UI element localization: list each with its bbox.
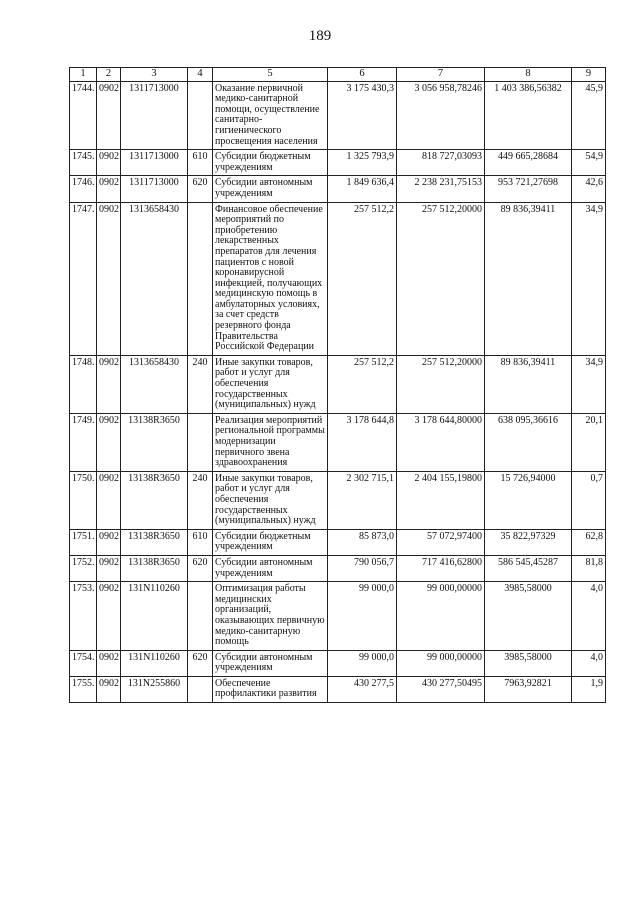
column-header: 9 <box>572 68 606 82</box>
execution-percent: 1,9 <box>572 676 606 702</box>
target-article-code: 1311713000 <box>121 150 188 176</box>
row-number: 1755. <box>70 676 97 702</box>
section-code: 0902 <box>97 150 121 176</box>
planned-amount: 790 056,7 <box>328 555 397 581</box>
execution-percent: 54,9 <box>572 150 606 176</box>
section-code: 0902 <box>97 582 121 651</box>
row-number: 1747. <box>70 202 97 355</box>
table-row <box>70 471 606 529</box>
budget-table <box>69 67 606 703</box>
executed-amount: 3985,58000 <box>485 582 572 651</box>
budget-allocation: 430 277,50495 <box>397 676 485 702</box>
section-code: 0902 <box>97 176 121 202</box>
expense-type-code: 620 <box>188 650 213 676</box>
planned-amount: 1 849 636,4 <box>328 176 397 202</box>
executed-amount: 35 822,97329 <box>485 529 572 555</box>
table-row <box>70 676 606 702</box>
executed-amount: 89 836,39411 <box>485 355 572 413</box>
section-code: 0902 <box>97 676 121 702</box>
executed-amount: 1 403 386,56382 <box>485 81 572 150</box>
section-code: 0902 <box>97 529 121 555</box>
section-code: 0902 <box>97 650 121 676</box>
row-number: 1751. <box>70 529 97 555</box>
column-header: 1 <box>70 68 97 82</box>
execution-percent: 4,0 <box>572 582 606 651</box>
target-article-code: 1311713000 <box>121 81 188 150</box>
budget-allocation: 257 512,20000 <box>397 202 485 355</box>
column-header: 3 <box>121 68 188 82</box>
row-number: 1753. <box>70 582 97 651</box>
executed-amount: 3985,58000 <box>485 650 572 676</box>
section-code: 0902 <box>97 81 121 150</box>
table-row <box>70 555 606 581</box>
table-body <box>70 81 606 702</box>
budget-allocation: 99 000,00000 <box>397 582 485 651</box>
planned-amount: 99 000,0 <box>328 650 397 676</box>
planned-amount: 2 302 715,1 <box>328 471 397 529</box>
executed-amount: 638 095,36616 <box>485 413 572 471</box>
item-name: Иные закупки товаров, работ и услуг для обеспечения государственных (муниципальных) нужд <box>213 471 328 529</box>
row-number: 1748. <box>70 355 97 413</box>
table-row <box>70 355 606 413</box>
item-name: Иные закупки товаров, работ и услуг для обеспечения государственных (муниципальных) нужд <box>213 355 328 413</box>
budget-allocation: 2 404 155,19800 <box>397 471 485 529</box>
column-header: 6 <box>328 68 397 82</box>
budget-allocation: 57 072,97400 <box>397 529 485 555</box>
expense-type-code <box>188 413 213 471</box>
item-name: Субсидии бюджетным учреждениям <box>213 150 328 176</box>
row-number: 1754. <box>70 650 97 676</box>
target-article-code: 1311713000 <box>121 176 188 202</box>
expense-type-code: 610 <box>188 150 213 176</box>
planned-amount: 85 873,0 <box>328 529 397 555</box>
execution-percent: 34,9 <box>572 355 606 413</box>
item-name: Оказание первичной медико-санитарной помощи, осуществление санитарно-гигиенического просвещения населения <box>213 81 328 150</box>
expense-type-code: 240 <box>188 471 213 529</box>
execution-percent: 62,8 <box>572 529 606 555</box>
table-row <box>70 413 606 471</box>
table-row <box>70 650 606 676</box>
item-name: Субсидии бюджетным учреждениям <box>213 529 328 555</box>
budget-allocation: 3 056 958,78246 <box>397 81 485 150</box>
planned-amount: 99 000,0 <box>328 582 397 651</box>
target-article-code: 131N255860 <box>121 676 188 702</box>
item-name: Оптимизация работы медицинских организаций, оказывающих первичную медико-санитарную помощь <box>213 582 328 651</box>
column-header: 7 <box>397 68 485 82</box>
planned-amount: 1 325 793,9 <box>328 150 397 176</box>
execution-percent: 81,8 <box>572 555 606 581</box>
row-number: 1749. <box>70 413 97 471</box>
executed-amount: 15 726,94000 <box>485 471 572 529</box>
target-article-code: 1313658430 <box>121 202 188 355</box>
target-article-code: 131N110260 <box>121 582 188 651</box>
budget-allocation: 717 416,62800 <box>397 555 485 581</box>
column-header: 8 <box>485 68 572 82</box>
execution-percent: 34,9 <box>572 202 606 355</box>
section-code: 0902 <box>97 202 121 355</box>
planned-amount: 430 277,5 <box>328 676 397 702</box>
planned-amount: 3 178 644,8 <box>328 413 397 471</box>
budget-allocation: 99 000,00000 <box>397 650 485 676</box>
target-article-code: 13138R3650 <box>121 413 188 471</box>
item-name: Финансовое обеспечение мероприятий по приобретению лекарственных препаратов для лечения пациентов с новой коронавирусной инфекцией, получающих медицинскую помощь в амбулаторных условиях, за счет средств резервного фонда Правительства Российской Федерации <box>213 202 328 355</box>
table-header-row <box>70 68 606 82</box>
expense-type-code: 620 <box>188 555 213 581</box>
expense-type-code <box>188 582 213 651</box>
planned-amount: 257 512,2 <box>328 202 397 355</box>
table-row <box>70 176 606 202</box>
page-number: 189 <box>308 28 332 44</box>
section-code: 0902 <box>97 413 121 471</box>
planned-amount: 257 512,2 <box>328 355 397 413</box>
item-name: Реализация мероприятий региональной программы модернизации первичного звена здравоохранения <box>213 413 328 471</box>
table-row <box>70 81 606 150</box>
section-code: 0902 <box>97 555 121 581</box>
table-row <box>70 529 606 555</box>
item-name: Субсидии автономным учреждениям <box>213 176 328 202</box>
row-number: 1745. <box>70 150 97 176</box>
expense-type-code: 610 <box>188 529 213 555</box>
execution-percent: 20,1 <box>572 413 606 471</box>
table-row <box>70 202 606 355</box>
budget-allocation: 818 727,03093 <box>397 150 485 176</box>
column-header: 5 <box>213 68 328 82</box>
executed-amount: 586 545,45287 <box>485 555 572 581</box>
target-article-code: 13138R3650 <box>121 529 188 555</box>
expense-type-code <box>188 202 213 355</box>
executed-amount: 7963,92821 <box>485 676 572 702</box>
item-name: Субсидии автономным учреждениям <box>213 555 328 581</box>
row-number: 1750. <box>70 471 97 529</box>
execution-percent: 42,6 <box>572 176 606 202</box>
column-header: 2 <box>97 68 121 82</box>
section-code: 0902 <box>97 471 121 529</box>
execution-percent: 0,7 <box>572 471 606 529</box>
row-number: 1744. <box>70 81 97 150</box>
target-article-code: 13138R3650 <box>121 471 188 529</box>
target-article-code: 131N110260 <box>121 650 188 676</box>
budget-allocation: 2 238 231,75153 <box>397 176 485 202</box>
executed-amount: 449 665,28684 <box>485 150 572 176</box>
expense-type-code <box>188 81 213 150</box>
row-number: 1746. <box>70 176 97 202</box>
executed-amount: 89 836,39411 <box>485 202 572 355</box>
target-article-code: 1313658430 <box>121 355 188 413</box>
table-row <box>70 582 606 651</box>
execution-percent: 4,0 <box>572 650 606 676</box>
expense-type-code: 620 <box>188 176 213 202</box>
executed-amount: 953 721,27698 <box>485 176 572 202</box>
column-header: 4 <box>188 68 213 82</box>
target-article-code: 13138R3650 <box>121 555 188 581</box>
item-name: Обеспечение профилактики развития <box>213 676 328 702</box>
table-row <box>70 150 606 176</box>
planned-amount: 3 175 430,3 <box>328 81 397 150</box>
row-number: 1752. <box>70 555 97 581</box>
execution-percent: 45,9 <box>572 81 606 150</box>
expense-type-code <box>188 676 213 702</box>
budget-allocation: 3 178 644,80000 <box>397 413 485 471</box>
budget-allocation: 257 512,20000 <box>397 355 485 413</box>
item-name: Субсидии автономным учреждениям <box>213 650 328 676</box>
section-code: 0902 <box>97 355 121 413</box>
expense-type-code: 240 <box>188 355 213 413</box>
